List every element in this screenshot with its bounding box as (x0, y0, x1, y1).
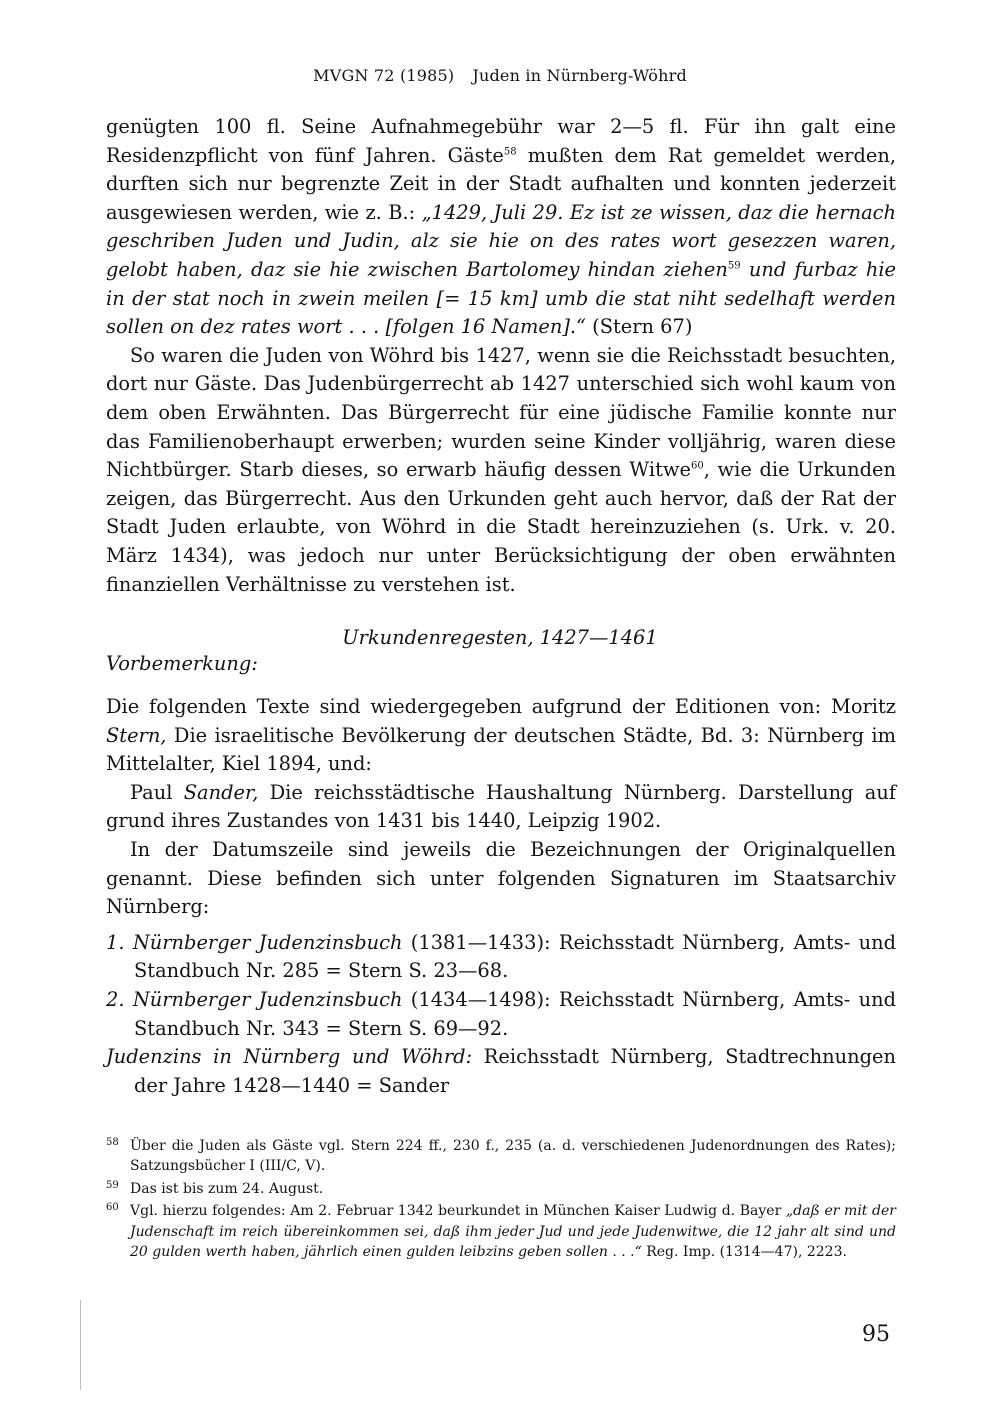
source-item-description: Reichsstadt Nürnberg, Stadtrechnungen der Jahre 1428—1440 = Sander (134, 1045, 896, 1097)
footnote-60 (106, 1201, 896, 1262)
footnote-number: 58 (106, 1137, 119, 1148)
running-head (0, 66, 1000, 85)
article-title: Juden in Nürnberg-Wöhrd (472, 66, 687, 85)
paragraph-4-text-b: Die reichsstädtische Haushaltung Nürnberg. Darstellung auf grund ihres Zustandes von 1431 bis 1440, Leipzig 1902. (106, 780, 897, 833)
body-text-upper (106, 113, 896, 599)
footnote-59 (106, 1179, 896, 1199)
citation-stern-67: (Stern 67) (585, 315, 693, 339)
paragraph-3-text-a: Die folgenden Texte sind wiedergegeben aufgrund der Editionen von: Moritz (106, 695, 896, 718)
source-item-label: 1. Nürnberger Judenzinsbuch (106, 930, 403, 954)
section-heading: Urkundenregesten, 1427—1461 (342, 626, 658, 649)
journal-reference: MVGN 72 (1985) (313, 66, 455, 85)
quotation-1429-part-1: „1429, Juli 29. Ez ist ze wissen, daz die hernach geschriben Juden und Judin, alz sie hie on des rates wort gesezzen waren, gelobt haben, daz sie hie zwischen Bartolomey hindan ziehen (106, 200, 896, 281)
paragraph-5: In der Datumszeile sind jeweils die Bezeichnungen der Originalquellen genannt. Diese befinden sich unter folgenden Signaturen im Staatsarchiv Nürnberg: (106, 837, 896, 919)
footnote-text: Über die Juden als Gäste vgl. Stern 224 ff., 230 f., 235 (a. d. verschiedenen Judenordnungen des Rates); Satzungsbücher I (III/C, V). (130, 1138, 896, 1175)
footnote-number: 59 (106, 1179, 119, 1191)
paragraph-3 (106, 693, 896, 779)
footnotes (106, 1136, 896, 1264)
paragraph-1-text-b: mußten dem Rat gemeldet werden, durften sich nur begrenzte Zeit in der Stadt aufhalten und konnten jederzeit ausgewiesen werden, wie z. B.: (106, 143, 896, 224)
paragraph-1 (106, 113, 896, 342)
footnote-ref-59[interactable]: 59 (727, 260, 741, 272)
source-item-description: (1381—1433): Reichsstadt Nürnberg, Amts- und Standbuch Nr. 285 = Stern S. 23—68. (134, 930, 896, 983)
page-number: 95 (862, 1322, 890, 1347)
source-item (106, 929, 896, 986)
footnote-text (130, 1201, 896, 1262)
paragraph-1-text-a: genügten 100 fl. Seine Aufnahmegebühr war 2—5 fl. Für ihn galt eine Residenzpflicht von fünf Jahren. Gäste (106, 115, 896, 167)
paragraph-2-text-a: So waren die Juden von Wöhrd bis 1427, wenn sie die Reichsstadt besuchten, dort nur Gäste. Das Judenbürgerrecht ab 1427 unterschied sich wohl kaum von dem oben Erwähnten. Das Bürgerrecht für eine jüdische Familie konnte nur das Familienoberhaupt erwerben; wurden seine Kinder volljährig, waren diese Nichtbürger. Starb dieses, so erwarb häufig dessen Witwe (106, 343, 896, 482)
footnote-ref-60[interactable]: 60 (690, 460, 704, 472)
source-item (106, 1043, 896, 1100)
paragraph-4 (106, 779, 896, 836)
footnote-58 (106, 1136, 896, 1177)
paragraph-4-text-a: Paul (130, 780, 184, 804)
footnote-quotation: „daß er mit der Judenschaft im reich übereinkommen sei, daß ihm jeder Jud und jede Judenwitwe, die 12 jahr alt sind und 20 gulden werth haben, jährlich einen gulden leibzins geben sollen . . .“ (130, 1203, 896, 1261)
source-list (106, 929, 896, 1101)
paragraph-2 (106, 342, 896, 599)
footnote-text-b: Reg. Imp. (1314—47), 2223. (641, 1244, 847, 1261)
source-item-label: Judenzins in Nürnberg und Wöhrd: (106, 1045, 473, 1069)
footnote-number: 60 (106, 1202, 119, 1214)
paragraph-2-text-b: , wie die Urkunden zeigen, das Bürgerrecht. Aus den Urkunden geht auch hervor, daß der Rat der Stadt Juden erlaubte, von Wöhrd in die Stadt hereinzuziehen (s. Urk. v. 20. März 1434), was jedoch nur unter Berücksichtigung der oben erwähnten finanziellen Verhältnisse zu verstehen ist. (106, 458, 896, 596)
source-item (106, 986, 896, 1043)
footnote-text-a: Vgl. hierzu folgendes: Am 2. Februar 1342 beurkundet in München Kaiser Ludwig d. Bayer (130, 1203, 786, 1220)
prefatory-note-label: Vorbemerkung: (106, 652, 258, 675)
body-text-lower (106, 693, 896, 1100)
author-name-sander: Sander, (183, 780, 259, 804)
source-item-label: 2. Nürnberger Judenzinsbuch (106, 987, 403, 1011)
quotation-1429-part-2: und furbaz hie in der stat noch in zwein meilen [= 15 km] umb die stat niht sedelhaft werden sollen on dez rates wort . . . [folgen 16 Namen].“ (106, 257, 896, 339)
footnote-text: Das ist bis zum 24. August. (130, 1180, 324, 1197)
source-item-description: (1434—1498): Reichsstadt Nürnberg, Amts- und Standbuch Nr. 343 = Stern S. 69—92. (134, 987, 896, 1040)
footnote-ref-58[interactable]: 58 (503, 146, 517, 158)
author-name-stern: Stern, (106, 723, 167, 747)
scan-margin-line (80, 1300, 81, 1390)
paragraph-3-text-b: Die israelitische Bevölkerung der deutschen Städte, Bd. 3: Nürnberg im Mittelalter, Kiel 1894, und: (106, 723, 896, 776)
